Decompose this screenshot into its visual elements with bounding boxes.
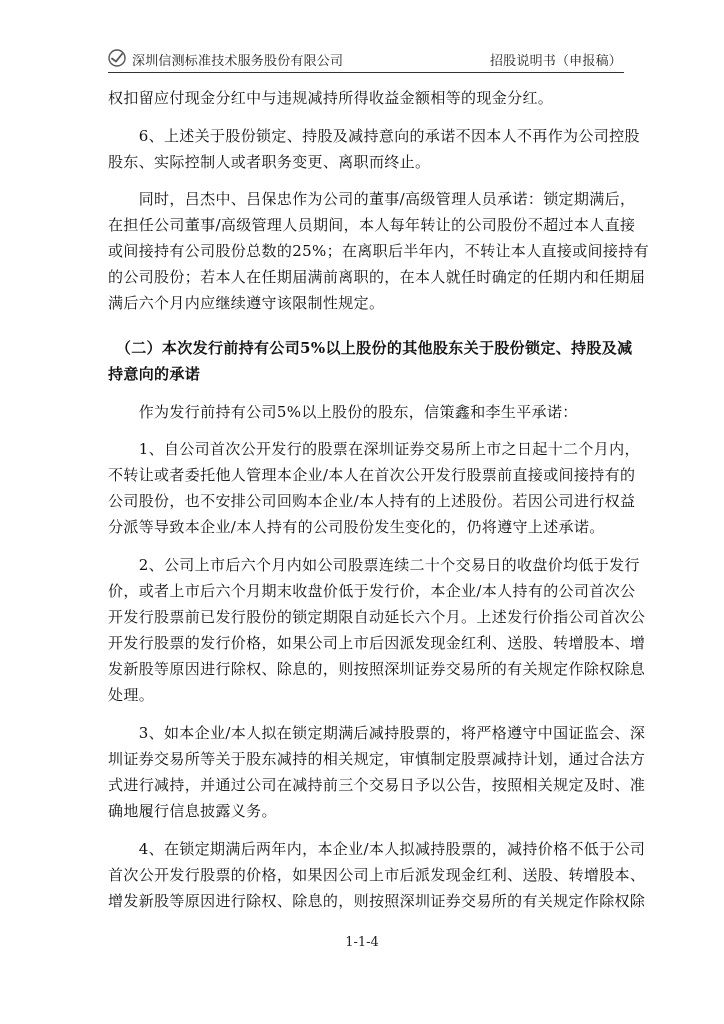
page-number: 1-1-4	[345, 935, 379, 950]
page-header	[108, 46, 624, 73]
text-line: 2、公司上市后六个月内如公司股票连续二十个交易日的收盘价均低于发行	[108, 556, 640, 574]
text-line: 开发行股票前已发行股份的锁定期限自动延长六个月。上述发行价指公司首次公	[108, 608, 646, 626]
text-line: 分派等导致本企业/本人持有的公司股份发生变化的，仍将遵守上述承诺。	[108, 518, 605, 536]
text-line: 式进行减持，并通过公司在减持前三个交易日予以公告，按照相关规定及时、准	[108, 776, 646, 794]
text-line: 公司股份，也不安排公司回购本企业/本人持有的上述股份。若因公司进行权益	[108, 492, 636, 510]
text-line: 股东、实际控制人或者职务变更、离职而终止。	[108, 153, 431, 171]
text-line: 同时，吕杰中、吕保忠作为公司的董事/高级管理人员承诺：锁定期满后，	[108, 190, 636, 208]
text-line: 4、在锁定期满后两年内，本企业/本人拟减持股票的，减持价格不低于公司	[108, 840, 646, 858]
section-heading: （二）本次发行前持有公司5%以上股份的其他股东关于股份锁定、持股及减	[108, 339, 633, 357]
text-line: 发新股等原因进行除权、除息的，则按照深圳证券交易所的有关规定作除权除息	[108, 660, 646, 678]
text-line: 1、自公司首次公开发行的股票在深圳证券交易所上市之日起十二个月内，	[108, 440, 640, 458]
text-line: 的公司股份；若本人在任期届满前离职的，在本人就任时确定的任期内和任期届	[108, 268, 646, 286]
text-line: 确地履行信息披露义务。	[108, 802, 277, 820]
section-heading: 持意向的承诺	[108, 365, 201, 383]
text-line: 作为发行前持有公司5%以上股份的股东，信策鑫和李生平承诺：	[108, 403, 578, 421]
text-line: 在担任公司董事/高级管理人员期间，本人每年转让的公司股份不超过本人直接	[108, 216, 636, 234]
text-line: 处理。	[108, 686, 155, 704]
text-line: 3、如本企业/本人拟在锁定期满后减持股票的，将严格遵守中国证监会、深	[108, 724, 646, 742]
text-line: 增发新股等原因进行除权、除息的，则按照深圳证券交易所的有关规定作除权除	[108, 892, 646, 910]
text-line: 权扣留应付现金分红中与违规减持所得收益金额相等的现金分红。	[108, 89, 554, 107]
text-line: 6、上述关于股份锁定、持股及减持意向的承诺不因本人不再作为公司控股	[108, 127, 640, 145]
text-line: 首次公开发行股票的价格，如果因公司上市后派发现金红利、送股、转增股本、	[108, 866, 646, 884]
text-line: 开发行股票的发行价格，如果公司上市后因派发现金红利、送股、转增股本、增	[108, 634, 646, 652]
company-name: 深圳信测标准技术服务股份有限公司	[132, 54, 344, 69]
text-line: 或间接持有公司股份总数的25%；在离职后半年内，不转让本人直接或间接持有	[108, 242, 649, 260]
text-line: 价，或者上市后六个月期末收盘价低于发行价，本企业/本人持有的公司首次公	[108, 582, 636, 600]
text-line: 满后六个月内应继续遵守该限制性规定。	[108, 294, 385, 312]
document-title: 招股说明书（申报稿）	[489, 54, 622, 69]
text-line: 圳证券交易所等关于股东减持的相关规定，审慎制定股票减持计划，通过合法方	[108, 750, 646, 768]
text-line: 不转让或者委托他人管理本企业/本人在首次公开发行股票前直接或间接持有的	[108, 466, 636, 484]
company-logo-icon	[108, 49, 126, 67]
